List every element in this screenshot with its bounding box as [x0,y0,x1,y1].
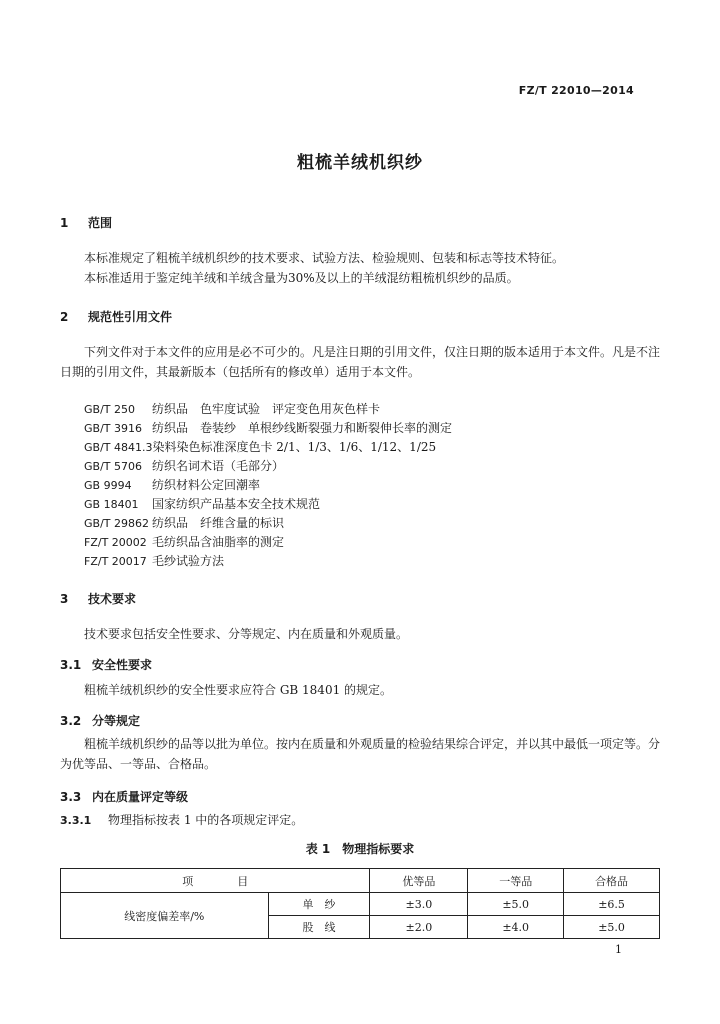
table-caption: 表 1 物理指标要求 [305,842,415,856]
reference-item [84,533,284,552]
section-2-heading [60,308,172,325]
section-title: 内在质量评定等级 [92,790,189,804]
table-cell: ±5.0 [468,893,564,916]
reference-title: 纺织名词术语（毛部分） [152,459,285,473]
section-title: 规范性引用文件 [88,310,173,324]
reference-code: GB/T 29862 [84,517,149,530]
paragraph: 技术要求包括安全性要求、分等规定、内在质量和外观质量。 [84,627,409,641]
section-title: 安全性要求 [92,658,153,672]
reference-code: GB 18401 [84,498,139,511]
section-title: 范围 [88,216,113,230]
clause-text: 物理指标按表 1 中的各项规定评定。 [108,813,304,827]
reference-item [84,419,452,438]
reference-title: 纺织品 纤维含量的标识 [152,516,285,530]
table-row [61,893,660,916]
table-cell: ±5.0 [564,916,660,939]
header-item: 项 目 [61,869,370,893]
row-sub-label: 股 线 [268,916,370,939]
physical-index-table [60,868,660,939]
standard-number: FZ/T 22010—2014 [518,84,634,97]
reference-code: GB/T 250 [84,403,135,416]
section-number: 3.2 [60,714,82,728]
table-cell: ±4.0 [468,916,564,939]
section-title: 技术要求 [88,592,137,606]
paragraph: 本标准规定了粗梳羊绒机织纱的技术要求、试验方法、检验规则、包装和标志等技术特征。 [84,251,565,265]
section-title: 分等规定 [92,714,141,728]
reference-code: FZ/T 20002 [84,536,147,549]
section-number: 1 [60,216,69,230]
section-number: 3.1 [60,658,82,672]
reference-code: FZ/T 20017 [84,555,147,568]
table-header-row [61,869,660,893]
reference-title: 纺织材料公定回潮率 [152,478,261,492]
reference-item [84,400,380,419]
reference-item [84,552,224,571]
section-number: 3 [60,592,69,606]
section-number: 3.3 [60,790,82,804]
section-3-3-heading [60,788,188,805]
paragraph: 粗梳羊绒机织纱的品等以批为单位。按内在质量和外观质量的检验结果综合评定，并以其中最低一项定等。分为优等品、一等品、合格品。 [60,737,661,771]
reference-title: 染料染色标准深度色卡 2/1、1/3、1/6、1/12、1/25 [152,440,437,454]
reference-code: GB 9994 [84,479,132,492]
paragraph: 本标准适用于鉴定纯羊绒和羊绒含量为30%及以上的羊绒混纺粗梳机织纱的品质。 [84,271,519,285]
reference-title: 毛纺织品含油脂率的测定 [152,535,285,549]
reference-title: 毛纱试验方法 [152,554,225,568]
section-1-heading [60,214,112,231]
reference-title: 国家纺织产品基本安全技术规范 [152,497,321,511]
reference-item [84,457,284,476]
reference-title: 纺织品 卷装纱 单根纱线断裂强力和断裂伸长率的测定 [152,421,453,435]
page-number: 1 [615,943,622,956]
paragraph: 下列文件对于本文件的应用是必不可少的。凡是注日期的引用文件，仅注日期的版本适用于本文件。凡是不注日期的引用文件，其最新版本（包括所有的修改单）适用于本文件。 [60,345,661,379]
row-sub-label: 单 纱 [268,893,370,916]
reference-title: 纺织品 色牢度试验 评定变色用灰色样卡 [152,402,381,416]
section-3-1-heading [60,656,152,673]
row-label: 线密度偏差率/% [61,893,269,939]
table-cell: ±6.5 [564,893,660,916]
document-title: 粗梳羊绒机织纱 [297,153,423,173]
section-number: 2 [60,310,69,324]
reference-item [84,514,284,533]
reference-item [84,476,260,495]
header-grade-first: 一等品 [468,869,564,893]
section-3-heading [60,590,136,607]
paragraph: 粗梳羊绒机织纱的安全性要求应符合 GB 18401 的规定。 [84,683,393,697]
header-grade-qualified: 合格品 [564,869,660,893]
table-cell: ±2.0 [370,916,468,939]
reference-code: GB/T 4841.3 [84,441,153,454]
clause-number: 3.3.1 [60,814,92,827]
header-grade-superior: 优等品 [370,869,468,893]
clause-3-3-1 [60,810,303,831]
reference-code: GB/T 3916 [84,422,142,435]
table-cell: ±3.0 [370,893,468,916]
reference-code: GB/T 5706 [84,460,142,473]
section-3-2-heading [60,712,140,729]
reference-item [84,495,320,514]
reference-item [84,438,436,457]
